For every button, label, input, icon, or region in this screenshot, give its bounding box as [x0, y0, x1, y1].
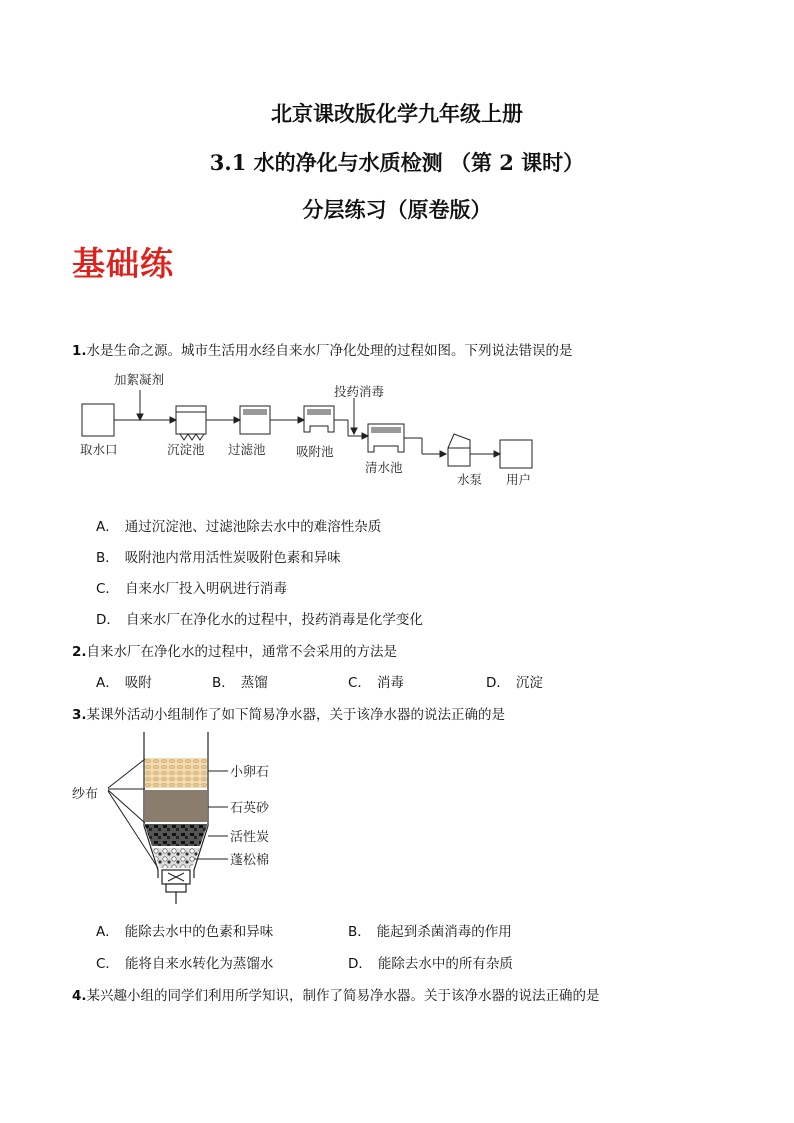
label-filter: 过滤池 [228, 442, 266, 457]
option-2b[interactable]: B． 蒸馏 [212, 675, 268, 691]
question-stem: 水是生命之源。城市生活用水经自来水厂净化处理的过程如图。下列说法错误的是 [86, 343, 573, 359]
label-adsorption: 吸附池 [296, 444, 334, 459]
option-2a[interactable]: A． 吸附 [96, 675, 152, 691]
question-number: 3. [72, 707, 87, 723]
question-number: 2. [72, 644, 87, 660]
water-treatment-diagram [78, 368, 548, 492]
question-stem: 某课外活动小组制作了如下简易净水器，关于该净水器的说法正确的是 [86, 707, 506, 723]
clear-water-tank [368, 424, 404, 452]
option-2c[interactable]: C． 消毒 [348, 675, 404, 691]
label-activated-carbon: 活性炭 [230, 830, 270, 845]
option-3b[interactable]: B． 能起到杀菌消毒的作用 [348, 924, 512, 940]
pebble-layer [145, 758, 207, 788]
option-1c[interactable]: C． 自来水厂投入明矾进行消毒 [96, 581, 287, 597]
question-2 [72, 640, 397, 660]
label-quartz-sand: 石英砂 [230, 801, 270, 816]
label-clear-water: 清水池 [365, 460, 403, 475]
label-sedimentation: 沉淀池 [167, 442, 205, 457]
activated-carbon-layer [145, 824, 207, 846]
intake-box [82, 404, 114, 436]
label-flocculant: 加絮凝剂 [114, 372, 165, 387]
option-1a[interactable]: A． 通过沉淀池、过滤池除去水中的难溶性杂质 [96, 519, 382, 535]
filter-tank [240, 406, 270, 434]
adsorption-tank [304, 406, 334, 432]
simple-water-purifier-diagram [72, 728, 302, 906]
sedimentation-tank [176, 406, 206, 440]
section-heading: 基础练 [72, 244, 174, 283]
doc-subtitle: 3.1 水的净化与水质检测 （第 2 课时） [209, 150, 585, 175]
label-gauze: 纱布 [72, 787, 99, 802]
pump [448, 434, 470, 466]
question-number: 4. [72, 988, 87, 1004]
option-1d[interactable]: D． 自来水厂在净化水的过程中，投药消毒是化学变化 [96, 612, 423, 628]
option-1b[interactable]: B． 吸附池内常用活性炭吸附色素和异味 [96, 550, 341, 566]
label-user: 用户 [506, 472, 532, 487]
label-disinfect: 投药消毒 [334, 384, 385, 399]
question-4 [72, 984, 600, 1004]
user-box [500, 440, 532, 468]
quartz-sand-layer [145, 790, 207, 822]
label-cotton: 蓬松棉 [230, 853, 270, 868]
label-pebble: 小卵石 [230, 765, 270, 780]
question-3 [72, 703, 505, 723]
label-pump: 水泵 [457, 472, 483, 487]
doc-title: 北京课改版化学九年级上册 [271, 101, 523, 126]
option-3d[interactable]: D． 能除去水中的所有杂质 [348, 956, 513, 972]
doc-subtitle-2: 分层练习（原卷版） [302, 197, 492, 222]
question-number: 1. [72, 343, 87, 359]
option-3a[interactable]: A． 能除去水中的色素和异味 [96, 924, 274, 940]
option-3c[interactable]: C． 能将自来水转化为蒸馏水 [96, 956, 274, 972]
label-intake: 取水口 [80, 442, 118, 457]
question-1 [72, 339, 573, 359]
question-stem: 某兴趣小组的同学们利用所学知识，制作了简易净水器。关于该净水器的说法正确的是 [86, 988, 600, 1004]
cotton-layer [152, 848, 200, 868]
option-2d[interactable]: D． 沉淀 [486, 675, 543, 691]
question-stem: 自来水厂在净化水的过程中，通常不会采用的方法是 [86, 644, 398, 660]
